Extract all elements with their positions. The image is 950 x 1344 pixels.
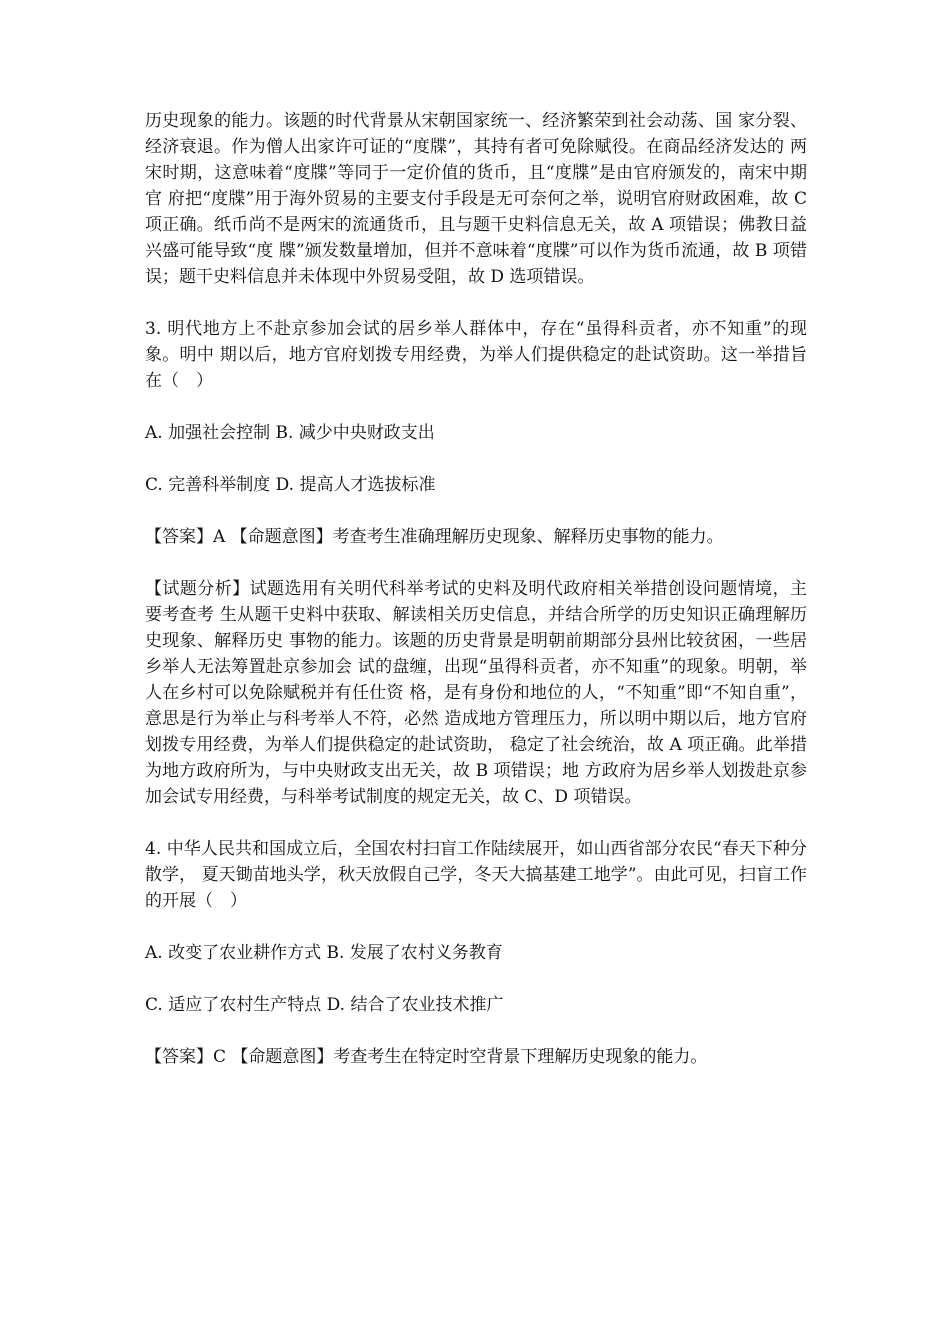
question4-options-ab: A. 改变了农业耕作方式 B. 发展了农村义务教育 bbox=[145, 943, 503, 963]
question3-options-ab: A. 加强社会控制 B. 减少中央财政支出 bbox=[145, 423, 435, 443]
question2-analysis-continued: 历史现象的能力。该题的时代背景从宋朝国家统一、经济繁荣到社会动荡、国 家分裂、经济衰退。作为僧人出家许可证的“度牒”，其持有者可免除赋役。在商品经济发达的 两宋时期，这意味着“度牒”等同于一定价值的货币，且“度牒”是由官府颁发的，南宋中期官 府把“度牒”用于海外贸易的主要支付手段是无可奈何之举，说明官府财政困难，故 C 项正确。纸币尚不是两宋的流通货币，且与题干史料信息无关，故 A 项错误；佛教日益兴盛可能导致“度 牒”颁发数量增加，但并不意味着“度牒”可以作为货币流通，故 B 项错误；题干史料信息并未体现中外贸易受阻，故 D 选项错误。 bbox=[145, 111, 813, 287]
question3-answer: 【答案】A 【命题意图】考查考生准确理解历史现象、解释历史事物的能力。 bbox=[145, 527, 724, 547]
question3-analysis: 【试题分析】试题选用有关明代科举考试的史料及明代政府相关举措创设问题情境，主要考查考 生从题干史料中获取、解读相关历史信息，并结合所学的历史知识正确理解历史现象、解释历史 事物的能力。该题的历史背景是明朝前期部分县州比较贫困，一些居乡举人无法筹置赴京参加会 试的盘缠，出现“虽得科贡者，亦不知重”的现象。明朝，举人在乡村可以免除赋税并有任仕资 格，是有身份和地位的人，“不知重”即“不知自重”，意思是行为举止与科考举人不符，必然 造成地方管理压力，所以明中期以后，地方官府划拨专用经费，为举人们提供稳定的赴试资助， 稳定了社会统治，故 A 项正确。此举措为地方政府所为，与中央财政支出无关，故 B 项错误；地 方政府为居乡举人划拨赴京参加会试专用经费，与科举考试制度的规定无关，故 C、D 项错误。 bbox=[145, 579, 807, 807]
question4-stem: 4. 中华人民共和国成立后，全国农村扫盲工作陆续展开，如山西省部分农民“春天下种分散学， 夏天锄苗地头学，秋天放假自己学，冬天大搞基建工地学”。由此可见，扫盲工作的开展（ ） bbox=[145, 839, 807, 911]
question3-stem: 3. 明代地方上不赴京参加会试的居乡举人群体中，存在“虽得科贡者，亦不知重”的现象。明中 期以后，地方官府划拨专用经费，为举人们提供稳定的赴试资助。这一举措旨在（ ） bbox=[145, 319, 807, 391]
question4-answer: 【答案】C 【命题意图】考查考生在特定时空背景下理解历史现象的能力。 bbox=[145, 1047, 708, 1067]
question3-options-cd: C. 完善科举制度 D. 提高人才选拔标准 bbox=[145, 475, 436, 495]
document-page bbox=[145, 108, 813, 1096]
question4-options-cd: C. 适应了农村生产特点 D. 结合了农业技术推广 bbox=[145, 995, 504, 1015]
